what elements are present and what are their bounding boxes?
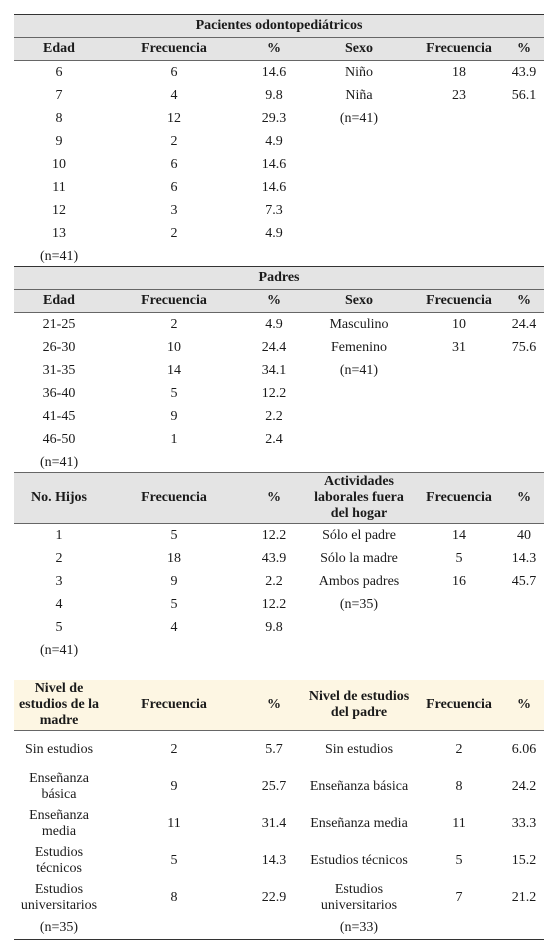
table-cell: 4.9	[265, 133, 283, 149]
header-edad: Edad	[14, 38, 104, 61]
header-sexo: Sexo	[304, 290, 414, 313]
table-cell: 8	[170, 889, 178, 905]
table-row	[14, 336, 544, 359]
table-cell	[414, 428, 504, 451]
table-cell	[304, 176, 414, 199]
table-row	[14, 879, 544, 916]
table-row	[14, 153, 544, 176]
table-cell: Ambos padres	[318, 573, 400, 589]
table-cell: Sin estudios	[324, 741, 394, 757]
table-row	[14, 199, 544, 222]
table-cell: 3	[55, 573, 63, 589]
header-frecuencia: Frecuencia	[104, 290, 244, 313]
table-cell: 56.1	[511, 87, 537, 103]
table-cell: 6	[170, 179, 178, 195]
table-cell: 46-50	[42, 431, 76, 447]
table-cell	[504, 616, 544, 639]
table-cell: 31	[452, 339, 466, 355]
table-cell: Enseñanza media	[29, 807, 89, 839]
table-row	[14, 547, 544, 570]
table-cell: 4	[55, 596, 63, 612]
table-cell: 3	[170, 202, 178, 218]
table-cell: 18	[452, 64, 466, 80]
table-cell	[304, 199, 414, 222]
table-cell: 2.4	[265, 431, 283, 447]
table-cell: Niña	[345, 87, 373, 103]
table-cell	[414, 593, 504, 616]
table-row	[14, 593, 544, 616]
table-cell: Enseñanza media	[310, 815, 408, 831]
table-cell: Estudios técnicos	[310, 852, 408, 868]
table-cell: 2	[170, 741, 178, 757]
table-row	[14, 405, 544, 428]
n-note: (n=41)	[14, 451, 104, 475]
table-cell: 26-30	[42, 339, 76, 355]
table-cell: 1	[170, 431, 178, 447]
header-row	[14, 38, 544, 61]
n-note-padre: (n=33)	[304, 916, 414, 940]
table-row	[14, 842, 544, 879]
table-cell: Enseñanza básica	[29, 770, 89, 802]
header-row	[14, 680, 544, 731]
table-cell: 2.2	[265, 573, 283, 589]
table-cell: 9	[55, 133, 63, 149]
table-cell	[304, 616, 414, 639]
table-cell: 9	[170, 408, 178, 424]
table-cell: 2	[55, 550, 63, 566]
table-cell	[414, 107, 504, 130]
header-actividades: Actividades laborales fuera del hogar	[304, 473, 414, 524]
table-cell: 24.4	[261, 339, 287, 355]
table-cell: 2.2	[265, 408, 283, 424]
header-percent: %	[504, 290, 544, 313]
table-row	[14, 428, 544, 451]
n-note-madre: (n=35)	[14, 916, 104, 940]
table-cell: Sólo el padre	[322, 527, 396, 543]
table-cell: 10	[452, 316, 466, 332]
table-cell: 14.6	[261, 156, 287, 172]
table-row	[14, 107, 544, 130]
table-cell: 6	[170, 64, 178, 80]
table-cell: 4.9	[265, 225, 283, 241]
table-cell	[304, 405, 414, 428]
table-cell: 2	[170, 133, 178, 149]
table-cell: 4	[170, 87, 178, 103]
table-cell	[304, 153, 414, 176]
header-frecuencia: Frecuencia	[414, 290, 504, 313]
table-cell	[304, 428, 414, 451]
table-row	[14, 176, 544, 199]
table-row	[14, 616, 544, 639]
header-percent: %	[504, 38, 544, 61]
table-cell: 75.6	[511, 339, 537, 355]
table-cell: 31-35	[42, 362, 76, 378]
table-cell: Enseñanza básica	[309, 778, 409, 794]
table-cell: 10	[52, 156, 66, 172]
table-cell: 6.06	[511, 741, 537, 757]
table-cell: 4.9	[265, 316, 283, 332]
table-cell	[504, 405, 544, 428]
table-pacientes	[14, 14, 544, 269]
table-cell: 7	[55, 87, 63, 103]
table-cell	[304, 222, 414, 245]
table-cell: 13	[52, 225, 66, 241]
header-estudios-madre: Nivel de estudios de la madre	[14, 680, 104, 731]
table-row	[14, 731, 544, 769]
table-cell	[414, 382, 504, 405]
table-cell: 34.1	[261, 362, 287, 378]
table-cell: 4	[170, 619, 178, 635]
table-row	[14, 313, 544, 337]
table-row	[14, 359, 544, 382]
table-cell: 5	[455, 852, 463, 868]
table-cell: 2	[170, 225, 178, 241]
table-row	[14, 524, 544, 548]
header-frecuencia: Frecuencia	[104, 680, 244, 731]
table-cell: Estudios universitarios	[320, 881, 398, 913]
table-cell	[504, 153, 544, 176]
table-cell: 21-25	[42, 316, 76, 332]
table-cell: 8	[55, 110, 63, 126]
table-row	[14, 222, 544, 245]
table-cell: 5	[455, 550, 463, 566]
table-cell: 7	[455, 889, 463, 905]
table-row	[14, 130, 544, 153]
table-row	[14, 382, 544, 405]
table-cell: 29.3	[261, 110, 287, 126]
table-cell: 12	[167, 110, 181, 126]
table-cell: 14.6	[261, 179, 287, 195]
header-frecuencia: Frecuencia	[414, 473, 504, 524]
table-cell: 11	[52, 179, 66, 195]
table-cell	[414, 199, 504, 222]
table-cell: 5	[55, 619, 63, 635]
table-cell: 41-45	[42, 408, 76, 424]
table-cell: Niño	[345, 64, 373, 80]
header-sexo: Sexo	[304, 38, 414, 61]
table-cell: 11	[167, 815, 181, 831]
table-cell: 2	[170, 316, 178, 332]
table-cell: Sólo la madre	[320, 550, 398, 566]
table-cell	[504, 176, 544, 199]
table-cell: Estudios técnicos	[34, 844, 84, 876]
table-row	[14, 84, 544, 107]
table-cell: 15.2	[511, 852, 537, 868]
table-cell: 6	[170, 156, 178, 172]
table-cell: 6	[55, 64, 63, 80]
table-cell: 24.2	[511, 778, 537, 794]
table-cell: 36-40	[42, 385, 76, 401]
n-note: (n=41)	[14, 245, 104, 269]
table-cell: 5	[170, 852, 178, 868]
table-cell: 12	[52, 202, 66, 218]
table-cell: 16	[452, 573, 466, 589]
header-percent: %	[244, 290, 304, 313]
table-cell: Masculino	[329, 316, 389, 332]
header-no-hijos: No. Hijos	[14, 473, 104, 524]
table-cell: 14.3	[511, 550, 537, 566]
table-cell	[304, 382, 414, 405]
table-cell	[414, 153, 504, 176]
table-cell: 9	[170, 778, 178, 794]
table-cell: 7.3	[265, 202, 283, 218]
table-cell: (n=41)	[339, 362, 379, 378]
table-row	[14, 570, 544, 593]
header-percent: %	[244, 38, 304, 61]
table-padres	[14, 266, 544, 475]
table-cell	[504, 382, 544, 405]
n-note: (n=41)	[40, 642, 79, 658]
table-cell: 45.7	[511, 573, 537, 589]
section-title-pacientes: Pacientes odontopediátricos	[14, 15, 544, 38]
header-frecuencia: Frecuencia	[414, 680, 504, 731]
table-cell: 14	[452, 527, 466, 543]
table-cell: 9.8	[265, 87, 283, 103]
table-nivel-estudios	[14, 680, 544, 940]
table-cell: 14.3	[261, 852, 287, 868]
header-row	[14, 473, 544, 524]
table-cell: 12.2	[261, 527, 287, 543]
header-frecuencia: Frecuencia	[104, 473, 244, 524]
header-frecuencia: Frecuencia	[104, 38, 244, 61]
table-cell: 14.6	[261, 64, 287, 80]
table-cell: 43.9	[261, 550, 287, 566]
table-cell	[304, 130, 414, 153]
header-percent: %	[244, 680, 304, 731]
table-row	[14, 61, 544, 85]
table-cell: 23	[452, 87, 466, 103]
table-cell	[504, 222, 544, 245]
table-cell	[504, 199, 544, 222]
table-cell: 1	[55, 527, 63, 543]
table-cell: 9	[170, 573, 178, 589]
table-cell: 40	[517, 527, 531, 543]
table-cell: 2	[455, 741, 463, 757]
table-row	[14, 805, 544, 842]
table-cell: 24.4	[511, 316, 537, 332]
table-cell	[414, 176, 504, 199]
header-percent: %	[244, 473, 304, 524]
table-cell: 11	[452, 815, 466, 831]
table-cell: Sin estudios	[24, 741, 94, 757]
header-row	[14, 290, 544, 313]
table-cell	[414, 130, 504, 153]
table-cell	[414, 222, 504, 245]
table-cell: Estudios universitarios	[20, 881, 98, 913]
table-cell	[414, 616, 504, 639]
table-cell	[504, 593, 544, 616]
table-cell	[504, 130, 544, 153]
table-cell: 25.7	[261, 778, 287, 794]
table-cell: 43.9	[511, 64, 537, 80]
table-cell: 5	[170, 385, 178, 401]
table-cell: 14	[167, 362, 181, 378]
table-cell	[414, 359, 504, 382]
table-cell: 5	[170, 596, 178, 612]
table-cell	[504, 359, 544, 382]
table-cell: (n=35)	[339, 596, 379, 612]
header-frecuencia: Frecuencia	[414, 38, 504, 61]
table-cell: 12.2	[261, 596, 287, 612]
table-cell: Femenino	[331, 339, 387, 355]
header-edad: Edad	[14, 290, 104, 313]
header-percent: %	[504, 473, 544, 524]
table-row	[14, 768, 544, 805]
table-cell: 8	[455, 778, 463, 794]
table-cell: 33.3	[511, 815, 537, 831]
table-cell: 22.9	[261, 889, 287, 905]
table-cell: 31.4	[261, 815, 287, 831]
section-title-padres: Padres	[14, 267, 544, 290]
header-percent: %	[504, 680, 544, 731]
table-cell: 12.2	[261, 385, 287, 401]
table-cell: 21.2	[511, 889, 537, 905]
table-hijos-actividades	[14, 472, 544, 662]
table-cell	[504, 107, 544, 130]
table-cell: 9.8	[265, 619, 283, 635]
header-estudios-padre: Nivel de estudios del padre	[304, 680, 414, 731]
table-cell: (n=41)	[339, 110, 379, 126]
table-cell	[504, 428, 544, 451]
table-cell	[414, 405, 504, 428]
table-cell: 18	[167, 550, 181, 566]
table-cell: 5	[170, 527, 178, 543]
table-cell: 5.7	[265, 741, 283, 757]
table-cell: 10	[167, 339, 181, 355]
